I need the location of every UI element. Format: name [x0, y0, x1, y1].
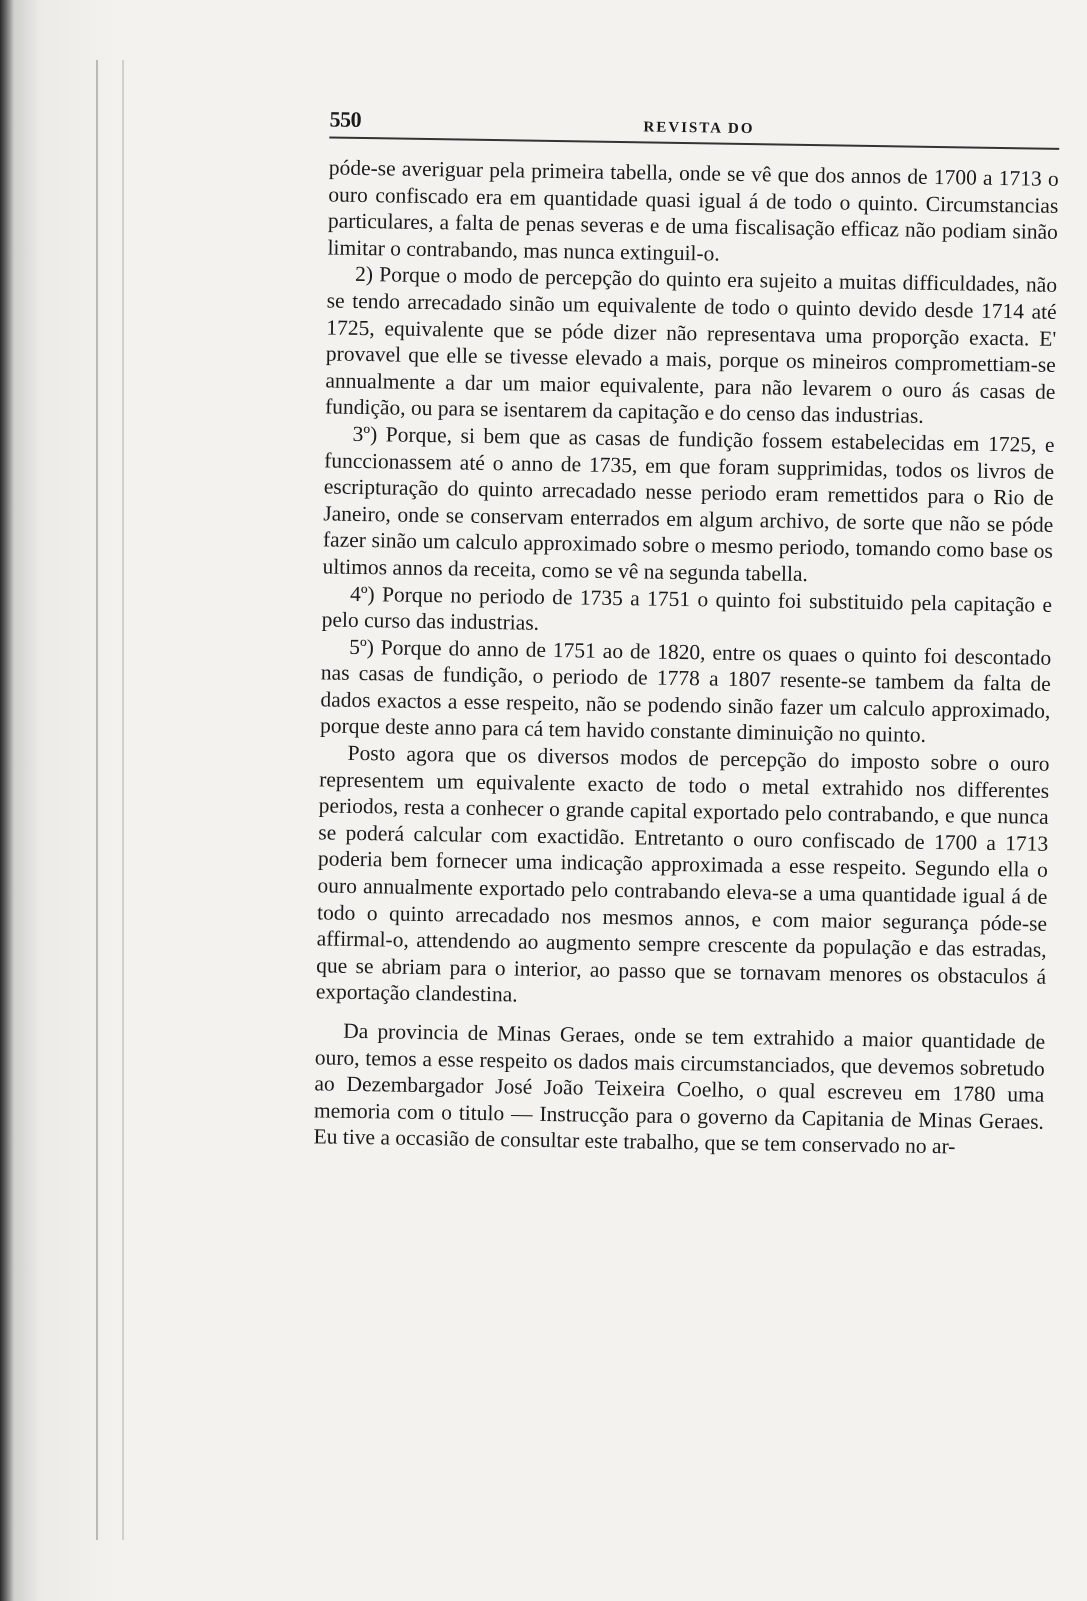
paragraph: póde-se averiguar pela primeira tabella, onde se vê que dos annos de 1700 a 1713 o ouro confiscado era em quantidade quasi igual á de todo o quinto. Circumstancias particulares, a falta de penas severas e de uma fiscalisação efficaz não podiam sinão limitar o contrabando, mas nunca extinguil-o.	[327, 155, 1059, 266]
page-number: 550	[329, 106, 362, 132]
running-title: REVISTA DO	[643, 119, 755, 138]
binding-crease-line	[122, 60, 124, 1540]
book-binding-shadow	[0, 0, 120, 1601]
paragraph: 4º) Porque no periodo de 1735 a 1751 o quinto foi substituido pela capitação e pelo curso das industrias.	[321, 581, 1053, 635]
paragraph: 3º) Porque, si bem que as casas de fundição fossem estabelecidas em 1725, e funccionassem até o anno de 1735, em que foram supprimidas, todos os livros de escripturação do quinto arrecadado nesse periodo eram remettidos para o Rio de Janeiro, onde se conservam enterrados em algum archivo, de sorte que não se póde fazer sinão um calculo approximado sobre o mesmo periodo, tomando como base os ultimos annos da receita, como se vê na segunda tabella.	[322, 421, 1055, 586]
binding-crease-line	[96, 60, 98, 1540]
paragraph: 5º) Porque do anno de 1751 ao de 1820, entre os quaes o quinto foi descontado nas casas de fundição, o periodo de 1778 a 1807 resente-se tambem da falta de dados exactos a esse respeito, não se podendo sinão fazer um calculo approximado, porque deste anno para cá tem havido constante diminuição no quinto.	[319, 634, 1052, 748]
book-page	[283, 92, 1060, 1162]
paragraph: 2) Porque o modo de percepção do quinto era sujeito a muitas difficuldades, não se tendo arrecadado sinão um equivalente de todo o quinto devido desde 1714 até 1725, equivalente que se póde dizer não representava uma proporção exacta. E' provavel que elle se tivesse elevado a mais, porque os mineiros compromettiam-se annualmente a dar um maior equivalente, para não levarem o ouro ás casas de fundição, ou para se isentarem da capitação e do censo das industrias.	[324, 262, 1058, 429]
paragraph: Posto agora que os diversos modos de percepção do imposto sobre o ouro representem um equivalente exacto de todo o metal extrahido nos differentes periodos, resta a conhecer o grande capital exportado pelo contrabando, e que nunca se poderá calcular com exactidão. Entretanto o ouro confiscado de 1700 a 1713 poderia bem fornecer uma indicação approximada a esse respeito. Segundo ella o ouro annualmente exportado pelo contrabando eleva-se a uma quantidade igual á de todo o quinto arrecadado nos mesmos annos, e com maior segurança póde-se affirmal-o, attendendo ao augmento sempre crescente da população e das estradas, que se abriam para o interior, ao passo que se tornavam menores os obstaculos á exportação clandestina.	[315, 740, 1050, 1007]
paragraph: Da provincia de Minas Geraes, onde se tem extrahido a maior quantidade de ouro, temos a esse respeito os dados mais circumstanciados, que devemos sobretudo ao Dezembargador José João Teixeira Coelho, o qual escreveu em 1780 uma memoria com o titulo — Instrucção para o governo da Capitania de Minas Geraes. Eu tive a occasião de consultar este trabalho, que se tem conservado no ar-	[313, 1018, 1046, 1159]
body-text	[283, 154, 1059, 1162]
header-rule	[329, 136, 1059, 149]
page-header	[299, 92, 1060, 148]
